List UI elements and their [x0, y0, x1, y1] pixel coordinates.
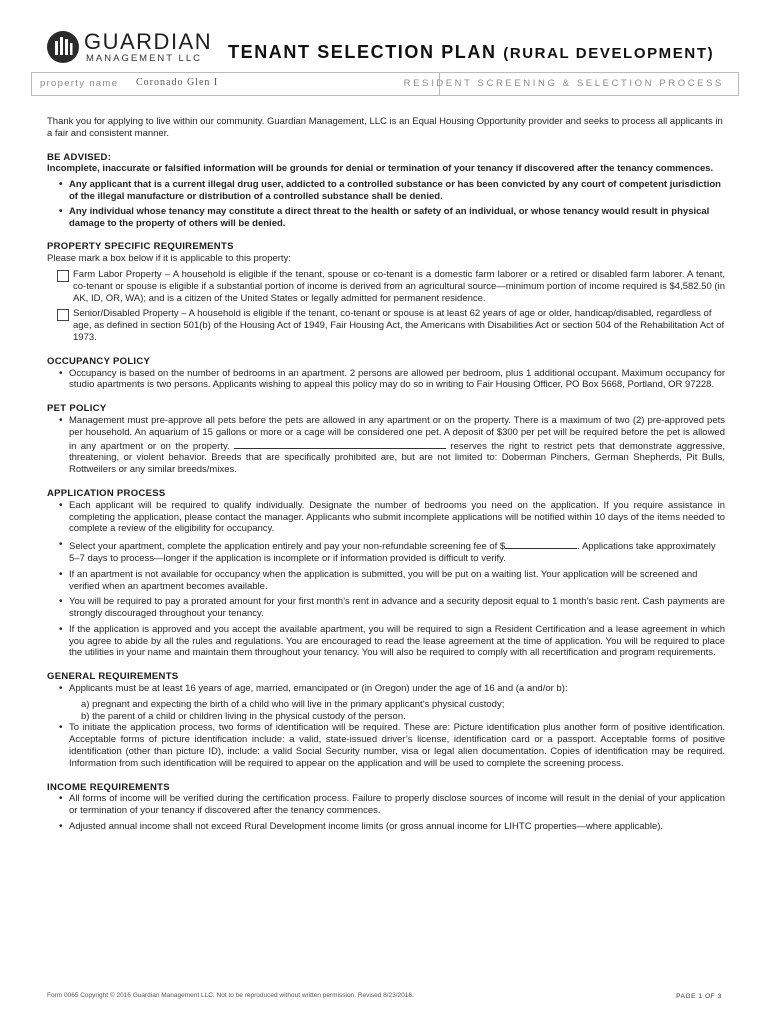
fee-text-b: . Applications take approximately 5–7 days to process—longer if the application is incomplete or if information provided is difficult to verify.	[69, 541, 716, 564]
footer-copyright: Form 0065 Copyright © 2016 Guardian Management LLC. Not to be reproduced without written permission. Revised 8/23/2016.	[47, 992, 414, 999]
application-list	[47, 500, 725, 660]
logo-wordmark: GUARDIAN	[84, 29, 213, 54]
general-list-2	[47, 722, 725, 769]
title-main: TENANT SELECTION PLAN	[228, 42, 497, 62]
property-requirements-section	[47, 241, 725, 343]
list-item: • To initiate the application process, two forms of identification will be required. These are: Picture identification plus another form of positive identification. Acceptable forms of picture identification include: a valid, state-issued driver’s license, identification card or a passport. Acceptable forms of positive identification (other than picture ID), include: a valid Social Security number, visa or legal alien documentation. Copies of identification may be required. Information from such identification will be required to appear on the application and will be used to complete the screening process.	[47, 722, 725, 769]
page-number: PAGE 1 OF 3	[676, 993, 722, 1000]
list-item: • All forms of income will be verified during the certification process. Failure to properly disclose sources of income will result in the denial of your application or termination of your tenancy if discovered after the tenancy commences.	[47, 793, 725, 817]
occupancy-list	[47, 368, 725, 392]
farm-labor-text: Farm Labor Property – A household is eligible if the tenant, spouse or co-tenant is a domestic farm laborer or a retired or disabled farm laborer. A tenant, co-tenant or spouse is eligible if a substantial portion of income is derived from an agricultural source—minimum portion of income required is $4,582.50 (in AK, ID, OR, WA); and is a citizen of the United States or legally admitted for permanent residence.	[73, 268, 725, 304]
guardian-logo-icon	[46, 30, 80, 64]
document-body	[47, 116, 725, 837]
be-advised-heading: BE ADVISED:	[47, 151, 112, 163]
list-item: • You will be required to pay a prorated amount for your first month’s rent in advance and a security deposit equal to 1 month’s basic rent. Cash payments are strongly discouraged throughout your tenancy.	[47, 596, 725, 620]
general-heading: GENERAL REQUIREMENTS	[47, 671, 179, 683]
list-item: • Any individual whose tenancy may constitute a direct threat to the health or safety of an individual, or whose tenancy would result in physical damage to the property of others will be denied.	[47, 206, 725, 230]
property-name-label: property name	[40, 78, 119, 89]
income-section	[47, 782, 725, 833]
intro-paragraph: Thank you for applying to live within our community. Guardian Management, LLC is an Equal Housing Opportunity provider and seeks to process all applicants in a fair and consistent manner.	[47, 116, 723, 139]
property-requirements-heading: PROPERTY SPECIFIC REQUIREMENTS	[47, 241, 234, 253]
pet-section	[47, 403, 725, 476]
farm-labor-option	[47, 269, 725, 304]
be-advised-lead: Incomplete, inaccurate or falsified information will be grounds for denial or termination of your tenancy if discovered after the tenancy commences.	[47, 163, 714, 175]
screening-fee-blank[interactable]	[505, 539, 577, 549]
list-item: • Each applicant will be required to qualify individually. Designate the number of bedrooms you need on the application. If you require assistance in completing the application, please contact the manager. Applicants who submit incomplete applications will be notified within 10 days of the items needed to complete a review of the eligibility for occupancy.	[47, 500, 725, 535]
general-list	[47, 683, 725, 695]
list-item: • Applicants must be at least 16 years of age, married, emancipated or (in Oregon) under the age of 16 and (a and/or b):	[47, 683, 725, 695]
application-heading: APPLICATION PROCESS	[47, 487, 166, 499]
sub-item-b: b) the parent of a child or children living in the physical custody of the person.	[81, 710, 406, 722]
farm-labor-checkbox[interactable]	[57, 270, 69, 282]
section-label: RESIDENT SCREENING & SELECTION PROCESS	[403, 78, 724, 89]
general-section	[47, 671, 725, 769]
property-name-field[interactable]: Coronado Glen I	[136, 77, 219, 88]
property-name-bar	[31, 72, 739, 96]
senior-disabled-text: Senior/Disabled Property – A household is eligible if the tenant, co-tenant or spouse is at least 62 years of age or older, handicap/disabled, regardless of age, as defined in section 501(b) of the Housing Act of 1949, Fair Housing Act, the Americans with Disabilities Act or section 504 of the Rehabilitation Act of 1973.	[73, 308, 725, 343]
pet-text-b: reserves the right to restrict pets that demonstrate aggressive, threatening, or violent behavior. Breeds that are specifically prohibited are, but are not limited to: Doberman Pinchers, German Shepherds, Pit Bulls, Rottweilers or any similar breeds/mixes.	[69, 440, 726, 476]
sub-item-a: a) pregnant and expecting the birth of a child who will live in the primary applicant’s physical custody;	[81, 698, 505, 710]
company-name-blank[interactable]	[234, 439, 446, 449]
property-requirements-lead: Please mark a box below if it is applicable to this property:	[47, 253, 291, 265]
be-advised-section	[47, 152, 725, 230]
list-item	[47, 539, 725, 565]
list-item: • If an apartment is not available for occupancy when the application is submitted, you will be put on a waiting list. Your application will be screened and verified when an apartment becomes available.	[47, 569, 725, 593]
fee-text-a: Select your apartment, complete the application entirely and pay your non-refundable screening fee of $	[69, 541, 506, 553]
title-sub: (RURAL DEVELOPMENT)	[503, 45, 715, 62]
list-item	[47, 415, 725, 476]
senior-disabled-option	[47, 308, 725, 343]
application-section	[47, 488, 725, 659]
senior-disabled-checkbox[interactable]	[57, 309, 69, 321]
company-logo	[46, 30, 216, 68]
pet-text-a: Management must pre-approve all pets before the pets are allowed in any apartment or on the property. There is a maximum of two (2) pre-approved pets per household. An aquarium of 15 gallons or more or a cage will be considered one pet. A deposit of $300 per pet will be required before the pet is allowed in any apartment or on the property.	[69, 414, 725, 452]
occupancy-section	[47, 356, 725, 391]
logo-subtitle: MANAGEMENT LLC	[86, 53, 202, 64]
income-list	[47, 793, 725, 832]
list-item: • Adjusted annual income shall not exceed Rural Development income limits (or gross annual income for LIHTC properties—where applicable).	[47, 821, 725, 833]
income-heading: INCOME REQUIREMENTS	[47, 781, 170, 793]
be-advised-list	[47, 179, 725, 229]
document-title	[228, 42, 714, 63]
list-item: • If the application is approved and you accept the available apartment, you will be required to sign a Resident Certification and a lease agreement in which you agree to abide by all the rules and regulations. You are encouraged to read the lease agreement at the time of application. You will be required to place the utilities in your name and maintain them throughout your tenancy. You will also be required to comply with all recertification and program requirements.	[47, 624, 725, 659]
list-item: • Any applicant that is a current illegal drug user, addicted to a controlled substance or has been convicted by any court of competent jurisdiction of the illegal manufacture or distribution of a controlled substance shall be denied.	[47, 179, 725, 203]
pet-heading: PET POLICY	[47, 403, 107, 415]
pet-list	[47, 415, 725, 476]
occupancy-heading: OCCUPANCY POLICY	[47, 355, 151, 367]
list-item: • Occupancy is based on the number of bedrooms in an apartment. 2 persons are allowed per bedroom, plus 1 additional occupant. Maximum occupancy for studio apartments is two persons. Applicants wishing to appeal this policy may do so in writing to Fair Housing Officer, PO Box 5668, Portland, OR 97228.	[47, 368, 725, 392]
